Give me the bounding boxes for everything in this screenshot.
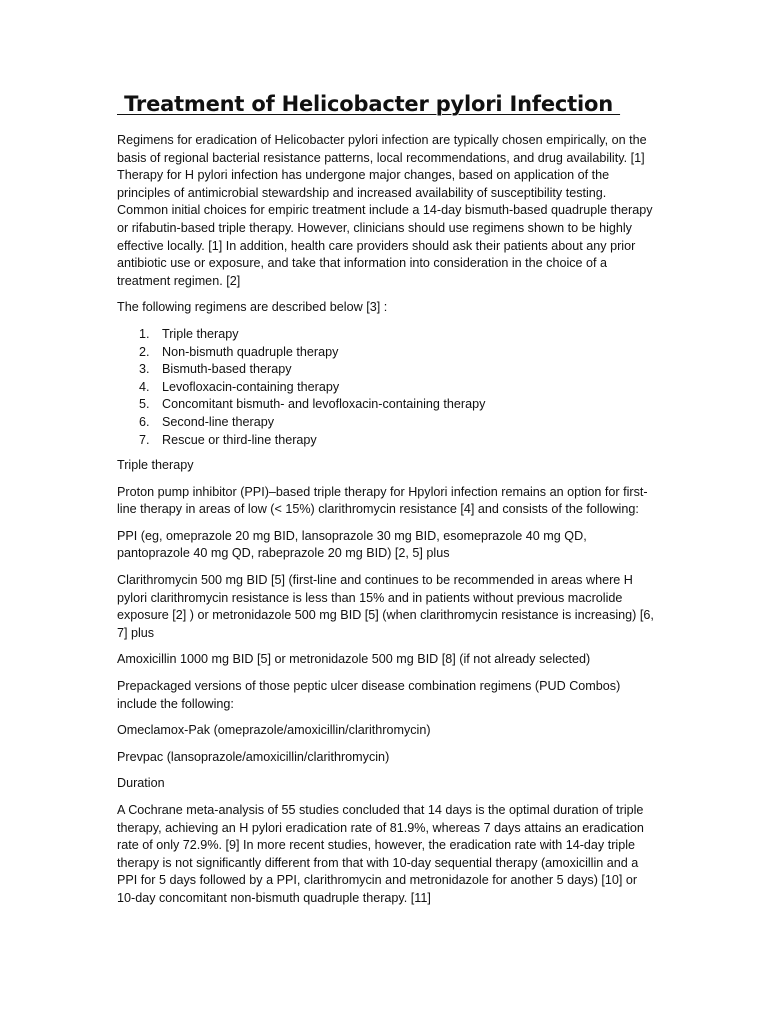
list-item-label: Second-line therapy <box>162 414 275 429</box>
list-item-number: 5. <box>139 397 150 412</box>
clarithromycin-paragraph: Clarithromycin 500 mg BID [5] (first-line and continues to be recommended in areas where H pylori clarithromycin resistance is less than 15% and in patients without previous macrolide exposure [2] ) or metronidazole 500 mg BID [5] (when clarithromycin resistance is increasing) [6, 7] plus <box>117 573 654 640</box>
list-item-number: 4. <box>139 379 150 394</box>
list-item-label: Triple therapy <box>162 326 239 341</box>
prevpac-paragraph: Prevpac (lansoprazole/amoxicillin/clarithromycin) <box>117 749 390 764</box>
duration-heading: Duration <box>117 776 165 791</box>
list-item-number: 3. <box>139 362 150 377</box>
list-item-label: Non-bismuth quadruple therapy <box>162 344 339 359</box>
document-title: Treatment of Helicobacter pylori Infection <box>117 92 621 116</box>
ppi-paragraph: PPI (eg, omeprazole 20 mg BID, lansoprazole 30 mg BID, esomeprazole 40 mg QD, pantoprazole 40 mg QD, rabeprazole 20 mg BID) [2, 5] plus <box>117 528 587 561</box>
list-item-number: 1. <box>139 326 150 341</box>
list-item-number: 2. <box>139 344 150 359</box>
triple-therapy-heading: Triple therapy <box>117 458 194 473</box>
list-item <box>117 344 657 362</box>
regimen-list <box>117 326 657 449</box>
list-item <box>117 361 657 379</box>
list-item-number: 7. <box>139 432 150 447</box>
list-item <box>117 326 657 344</box>
list-item-label: Levofloxacin-containing therapy <box>162 379 340 394</box>
document-page <box>117 88 657 917</box>
list-item-label: Rescue or third-line therapy <box>162 432 317 447</box>
list-item <box>117 432 657 450</box>
intro-paragraph: Regimens for eradication of Helicobacter pylori infection are typically chosen empirically, on the basis of regional bacterial resistance patterns, local recommendations, and drug availability. [1] Therapy for H pylori infection has undergone major changes, based on application of the principles of antimicrobial stewardship and increased availability of susceptibility testing. Common initial choices for empiric treatment include a 14-day bismuth-based quadruple therapy or rifabutin-based triple therapy. However, clinicians should use regimens shown to be highly effective locally. [1] In addition, health care providers should ask their patients about any prior antibiotic use or exposure, and take that information into consideration in the choice of a treatment regimen. [2] <box>117 133 653 288</box>
amoxicillin-paragraph: Amoxicillin 1000 mg BID [5] or metronidazole 500 mg BID [8] (if not already selected) <box>117 652 591 667</box>
list-item-label: Bismuth-based therapy <box>162 362 292 377</box>
list-item <box>117 414 657 432</box>
list-item <box>117 379 657 397</box>
triple-therapy-description: Proton pump inhibitor (PPI)–based triple therapy for Hpylori infection remains an option for first-line therapy in areas of low (< 15%) clarithromycin resistance [4] and consists of the following: <box>117 484 648 517</box>
list-item <box>117 396 657 414</box>
list-item-label: Concomitant bismuth- and levofloxacin-containing therapy <box>162 397 486 412</box>
list-item-number: 6. <box>139 414 150 429</box>
prepackaged-paragraph: Prepackaged versions of those peptic ulcer disease combination regimens (PUD Combos) include the following: <box>117 679 621 711</box>
omeclamox-paragraph: Omeclamox-Pak (omeprazole/amoxicillin/clarithromycin) <box>117 723 431 738</box>
duration-paragraph: A Cochrane meta-analysis of 55 studies concluded that 14 days is the optimal duration of triple therapy, achieving an H pylori eradication rate of 81.9%, whereas 7 days attains an eradication rate of only 72.9%. [9] In more recent studies, however, the eradication rate with 14-day triple therapy is not significantly different from that with 10-day sequential therapy (amoxicillin and a PPI for 5 days followed by a PPI, clarithromycin and metronidazole for another 5 days) [10] or 10-day concomitant non-bismuth quadruple therapy. [11] <box>117 803 644 905</box>
list-intro-paragraph: The following regimens are described below [3] : <box>117 300 388 315</box>
